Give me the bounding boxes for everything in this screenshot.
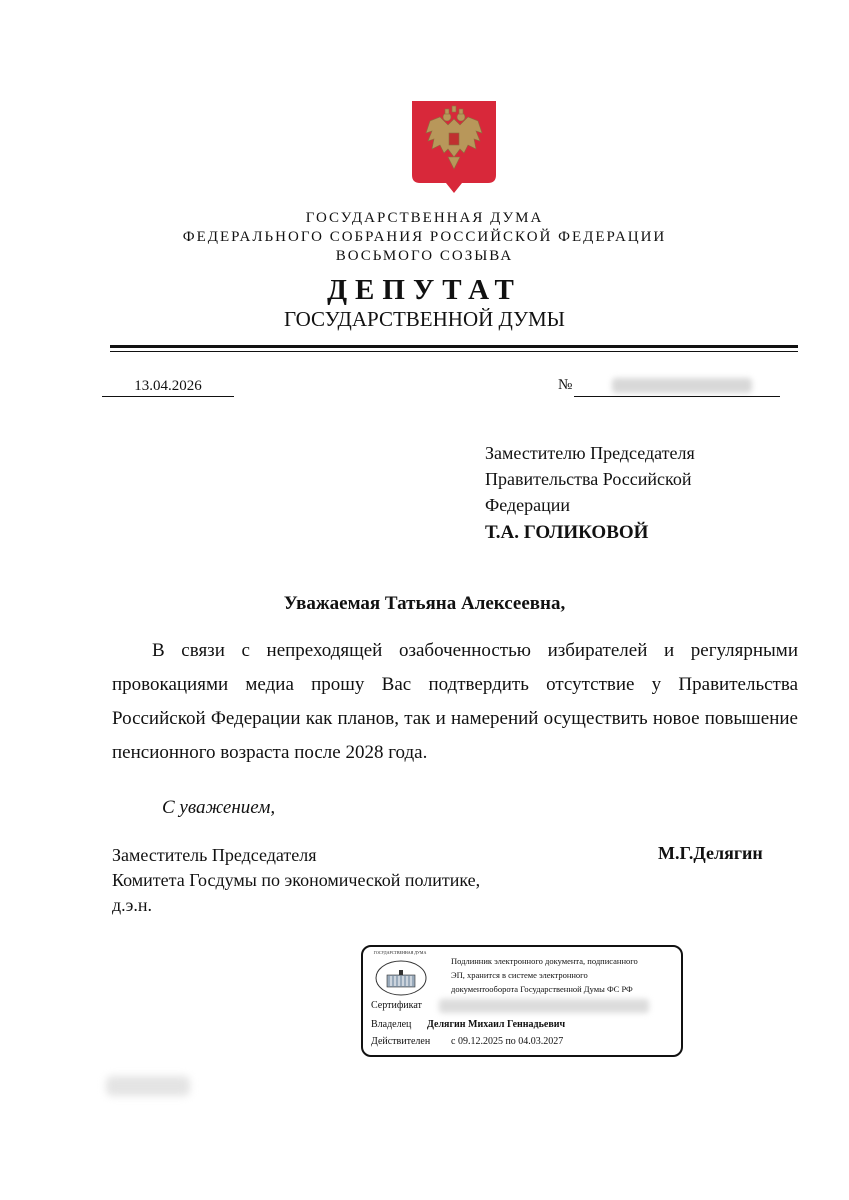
salutation: Уважаемая Татьяна Алексеевна, bbox=[283, 593, 566, 614]
addressee-line: Заместителю Председателя bbox=[485, 443, 695, 463]
e-signature-stamp bbox=[361, 945, 683, 1057]
coat-of-arms-emblem bbox=[412, 101, 496, 193]
signer-title-line: Заместитель Председателя bbox=[112, 845, 317, 865]
addressee-block bbox=[485, 440, 745, 518]
valid-label: Действителен bbox=[371, 1036, 431, 1047]
signer-title-line: Комитета Госдумы по экономической политике, bbox=[112, 870, 481, 890]
header-line-convocation: ВОСЬМОГО СОЗЫВА bbox=[335, 248, 514, 264]
number-label: № bbox=[558, 377, 573, 393]
duma-building-icon bbox=[375, 959, 427, 997]
closing: С уважением, bbox=[162, 797, 276, 818]
owner-label: Владелец bbox=[371, 1019, 412, 1030]
header-line-duma: ГОСУДАРСТВЕННАЯ ДУМА bbox=[305, 210, 544, 226]
addressee-name: Т.А. ГОЛИКОВОЙ bbox=[485, 522, 649, 543]
stamp-logo-text: ГОСУДАРСТВЕННАЯ ДУМА bbox=[373, 950, 427, 955]
stamp-note-line: документооборота Государственной Думы ФС РФ bbox=[451, 984, 633, 994]
title-deputy: ДЕПУТАТ bbox=[327, 274, 522, 306]
signer-name: М.Г.Делягин bbox=[658, 843, 763, 863]
signer-title-block bbox=[112, 843, 480, 918]
stamp-note bbox=[451, 954, 673, 996]
stamp-note-line: Подлинник электронного документа, подписанного bbox=[451, 956, 638, 966]
valid-value: с 09.12.2025 по 04.03.2027 bbox=[451, 1036, 564, 1047]
owner-value: Делягин Михаил Геннадьевич bbox=[427, 1019, 566, 1030]
number-underline bbox=[574, 395, 780, 397]
signer-title-line: д.э.н. bbox=[112, 895, 153, 915]
redacted-certificate bbox=[439, 999, 649, 1013]
redacted-footer bbox=[106, 1076, 190, 1096]
document-date: 13.04.2026 bbox=[134, 378, 202, 394]
addressee-line: Правительства Российской bbox=[485, 469, 692, 489]
letter-body: В связи с непреходящей озабоченностью избирателей и регулярными провокациями медиа прошу Вас подтвердить отсутствие у Правительства Российской Федерации как планов, так и намерений осуществить новое повышение пенсионного возраста после 2028 года. bbox=[112, 640, 798, 763]
certificate-label: Сертификат bbox=[371, 1000, 422, 1011]
stamp-note-line: ЭП, хранится в системе электронного bbox=[451, 970, 588, 980]
header-line-assembly: ФЕДЕРАЛЬНОГО СОБРАНИЯ РОССИЙСКОЙ ФЕДЕРАЦИИ bbox=[182, 229, 667, 245]
title-state-duma: ГОСУДАРСТВЕННОЙ ДУМЫ bbox=[284, 307, 565, 331]
header-divider-thick bbox=[110, 345, 798, 348]
addressee-line: Федерации bbox=[485, 495, 571, 515]
redacted-number bbox=[612, 378, 752, 393]
header-divider-thin bbox=[110, 351, 798, 352]
date-underline bbox=[102, 395, 234, 397]
